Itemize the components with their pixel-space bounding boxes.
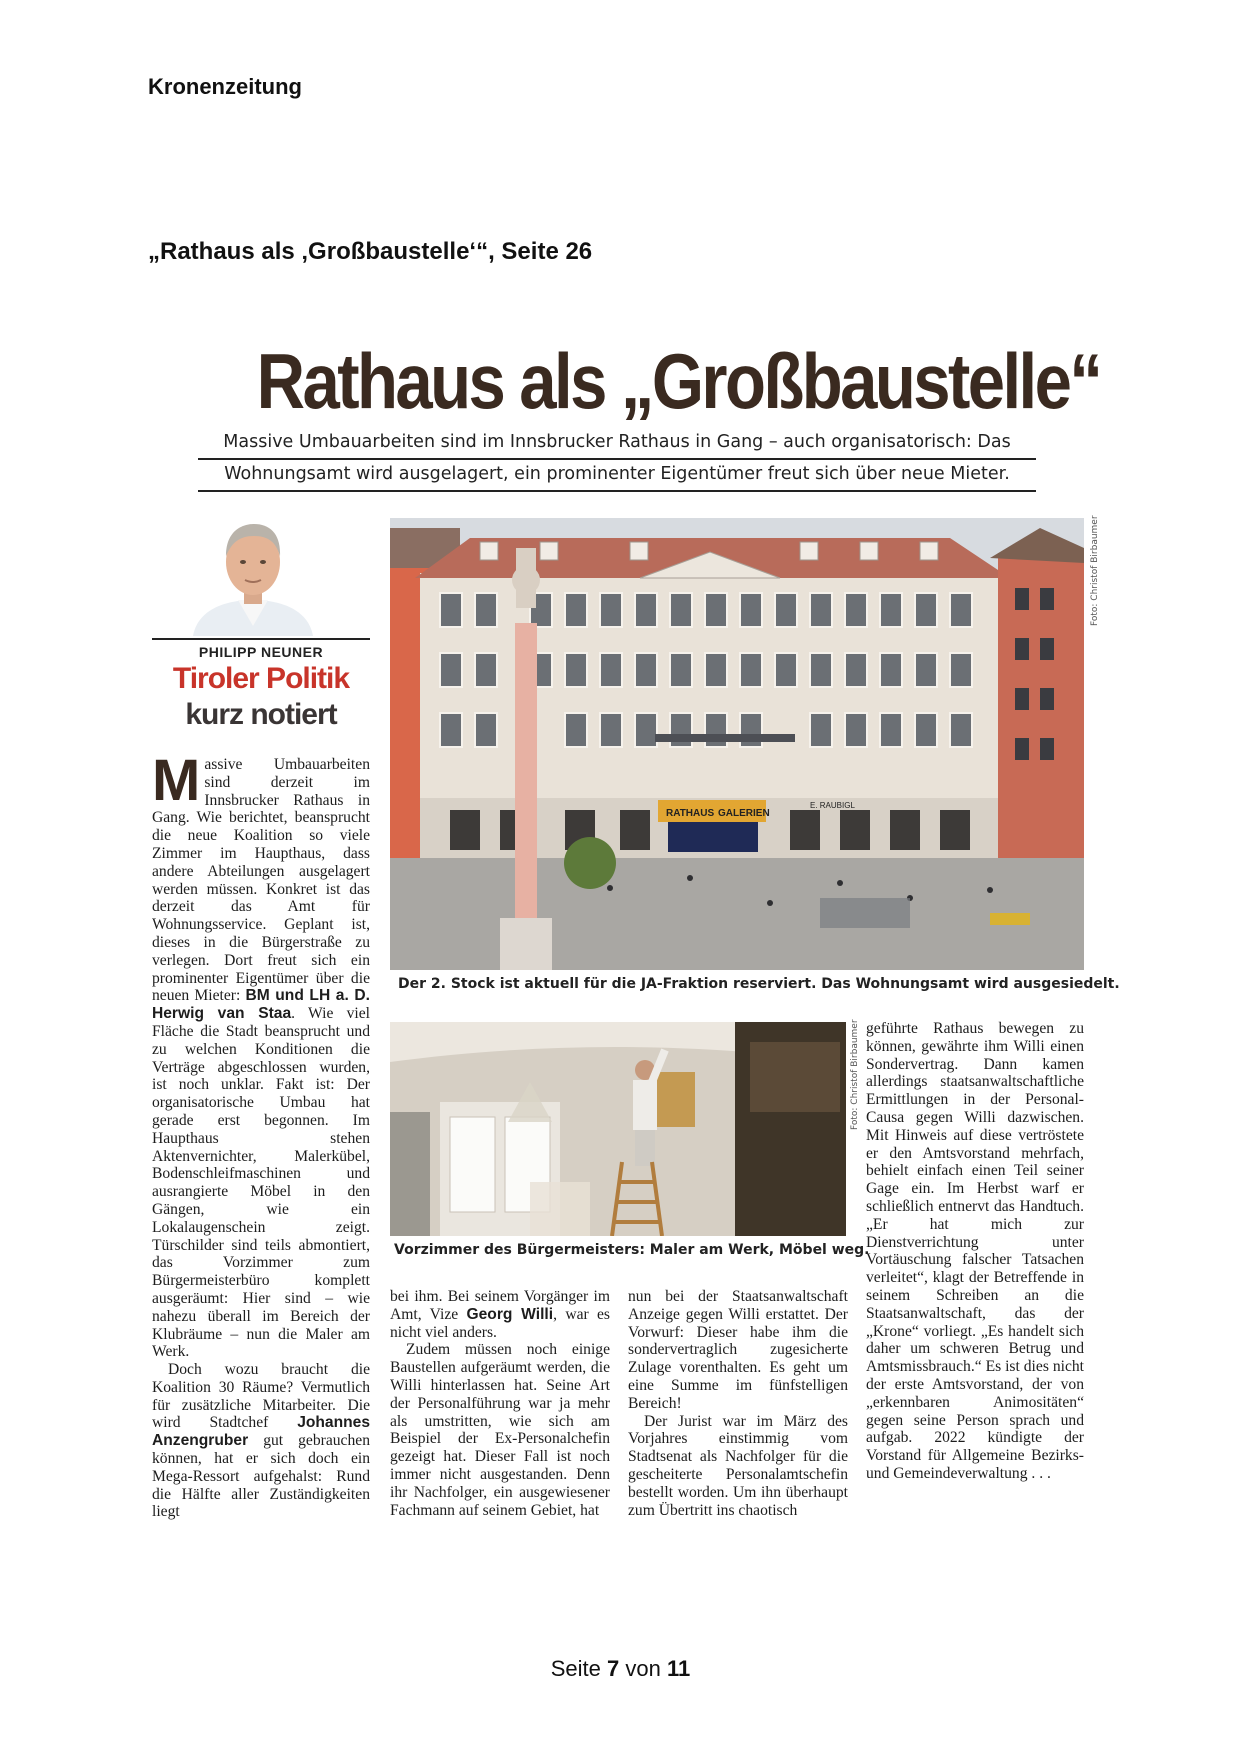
subheadline-line-2: Wohnungsamt wird ausgelagert, ein prominenter Eigentümer freut sich über neue Mieter.: [224, 464, 1010, 484]
photo-credit: Foto: Christof Birbaumer: [850, 1019, 860, 1130]
body-text: Zudem müssen noch einige Baustellen aufgeräumt werden, die Willi hinterlassen hat. Seine Art der Personalführung war ja mehr als umstritten, wie sich am Beispiel der Ex-Personalchefin gezeigt hat. Dieser Fall ist noch immer nicht ausgestanden. Denn ihr Nachfolger, ein ausgewiesener Fachmann auf seinem Gebiet, hat: [390, 1341, 610, 1519]
text-column-3: [628, 1288, 848, 1558]
author-name: PHILIPP NEUNER: [198, 644, 324, 660]
article-headline: Rathaus als „Großbaustelle“: [256, 337, 1101, 425]
photo-credit: Foto: Christof Birbaumer: [1090, 515, 1100, 626]
body-text: assive Umbauarbeiten sind derzeit im Innsbrucker Rathaus in Gang. Wie berichtet, beansprucht die neue Koalition so viele Zimmer im Haupthaus, dass andere Abteilungen ausgelagert werden müssen. Konkret ist das derzeit das Amt für Wohnungsservice. Geplant ist, dieses in die Bürgerstraße zu verlegen. Dort freut sich ein prominenter Eigentümer über die neuen Mieter:: [152, 756, 370, 1005]
body-text: . Wie viel Fläche die Stadt beansprucht und zu welchen Konditionen die Verträge abgeschlossen wurden, ist noch unklar. Fakt ist: Der organisatorische Umbau hat gerade erst begonnen. Im Haupthaus stehen Aktenvernichter, Malerkübel, Bodenschleifmaschinen und ausrangierte Möbel in den Gängen, wie ein Lokalaugenschein zeigt. Türschilder sind teils abmontiert, das Vorzimmer zum Bürgermeisterbüro komplett ausgeräumt: Hier sind – wie nahezu überall im Bereich der Klubräume – nun die Maler am Werk.: [152, 1005, 370, 1361]
byline-rule: [152, 638, 370, 640]
text-column-4: [866, 1020, 1084, 1560]
person-name: BM und LH a. D. Herwig van Staa: [152, 987, 370, 1023]
rathaus-photo: [390, 518, 1084, 970]
column-title-dark: kurz notiert: [185, 698, 337, 731]
body-text: , war es nicht viel anders.: [390, 1305, 610, 1341]
divider: [198, 490, 1036, 492]
photo-caption: Der 2. Stock ist aktuell für die JA-Fraktion reserviert. Das Wohnungsamt wird ausgesiedelt.: [398, 976, 1120, 992]
reference-title: „Rathaus als ‚Großbaustelle‘“, Seite 26: [148, 238, 593, 265]
author-portrait: [188, 516, 318, 636]
source-name: Kronenzeitung: [148, 74, 302, 99]
page-number: Seite 7 von 11: [550, 1656, 691, 1681]
sign-galerien: GALERIEN: [718, 808, 770, 819]
painter-photo: [390, 1022, 846, 1236]
body-text: Der Jurist war im März des Vorjahres einstimmig vom Stadtsenat als Nachfolger für die gescheiterte Personalamtschefin bestellt worden. Um ihn überhaupt zum Übertritt ins chaotisch: [628, 1412, 848, 1519]
sign-rathaus: RATHAUS: [666, 808, 715, 819]
sign-shop: E. RAUBIGL: [810, 801, 855, 810]
drop-cap: M: [152, 756, 201, 813]
body-text: bei ihm. Bei seinem Vorgänger im Amt, Vize: [390, 1288, 610, 1323]
photo-caption: Vorzimmer des Bürgermeisters: Maler am Werk, Möbel weg.: [394, 1242, 870, 1258]
body-text: gut gebrauchen können, hat er sich doch ein Mega-Ressort aufgehalst: Rund die Hälfte aller Zuständigkeiten liegt: [152, 1432, 370, 1521]
divider: [198, 458, 1036, 460]
person-name: Johannes Anzengruber: [152, 1414, 370, 1450]
body-text: Doch wozu braucht die Koalition 30 Räume? Vermutlich für zusätzliche Mitarbeiter. Die wird Stadtchef: [152, 1361, 370, 1432]
person-name: Georg Willi: [466, 1305, 554, 1323]
subheadline-line-1: Massive Umbauarbeiten sind im Innsbrucker Rathaus in Gang – auch organisatorisch: Das: [223, 432, 1011, 452]
body-text: geführte Rathaus bewegen zu können, gewährte ihm Willi einen Sondervertrag. Dann kamen allerdings staatsanwaltschaftliche Ermittlungen in der Personal-Causa gegen Willi dazwischen. Mit Hinweis auf diese vertröstete er den Amtsvorstand mehrfach, behielt einfach einen Teil seiner Gage ein. Im Herbst warf er schließlich entnervt das Handtuch. „Er hat mich zur Dienstverrichtung unter Vortäuschung falscher Tatsachen verleitet“, klagt der Betreffende in seinem Schreiben an die Staatsanwaltschaft, das der „Krone“ vorliegt. „Es handelt sich daher um schweren Betrug und Amtsmissbrauch.“ Es ist dies nicht der erste Amtsvorstand, der von „erkennbaren Animositäten“ gegen seine Person sprach und aufgab. 2022 kündigte der Vorstand für Allgemeine Bezirks- und Gemeindeverwaltung . . .: [866, 1020, 1084, 1482]
text-column-2: [390, 1288, 610, 1558]
body-text: nun bei der Staatsanwaltschaft Anzeige gegen Willi erstattet. Der Vorwurf: Dieser habe ihm die sondervertraglich zugesicherte Zulage vorenthalten. Es geht um eine Summe im fünfstelligen Bereich!: [628, 1288, 848, 1412]
column-title-red: Tiroler Politik: [172, 662, 350, 695]
text-column-1: [152, 756, 370, 1556]
